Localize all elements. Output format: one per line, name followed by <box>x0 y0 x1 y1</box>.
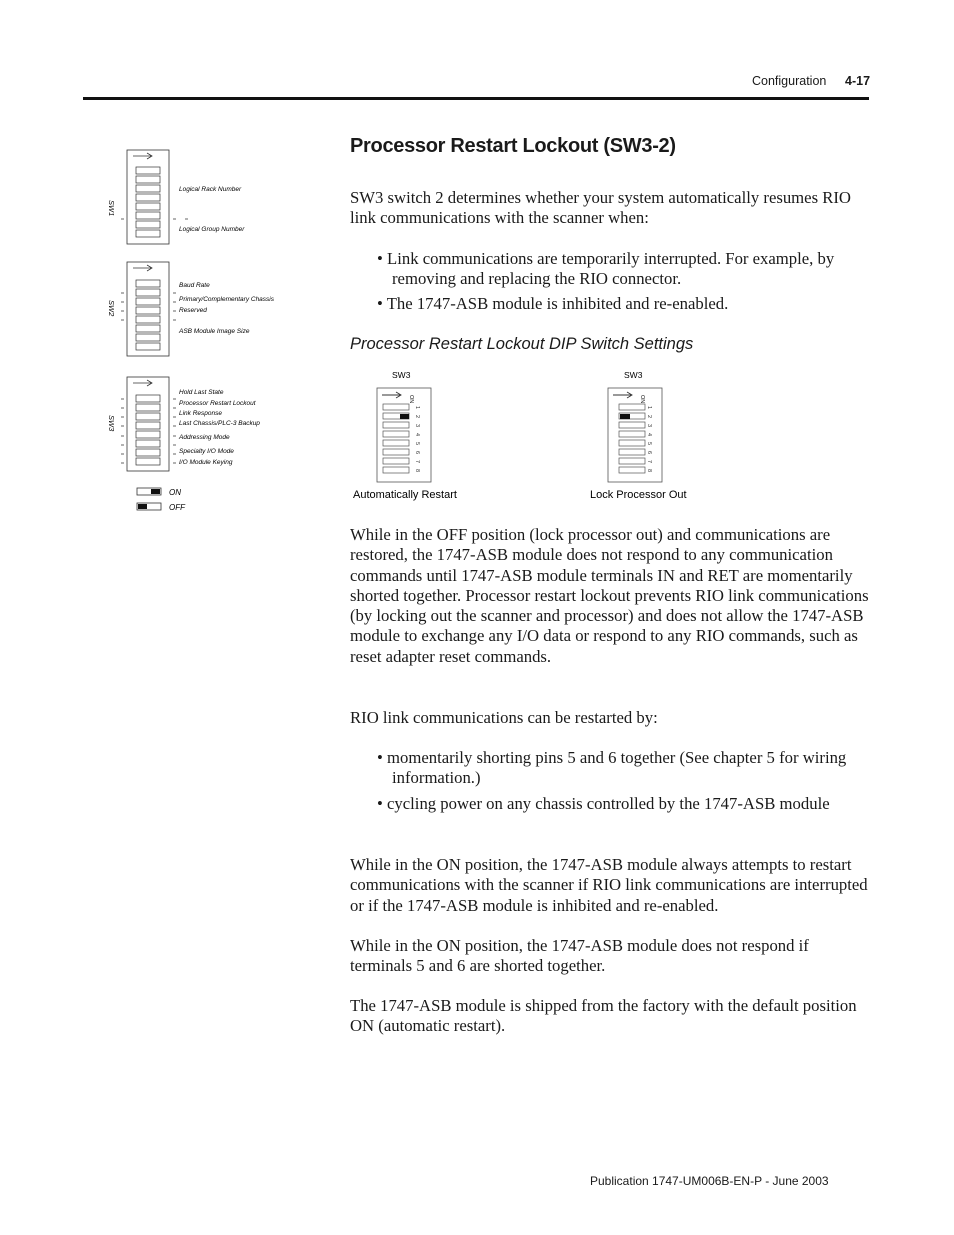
intro-paragraph: SW3 switch 2 determines whether your system automatically resumes RIO link communications with the scanner when: <box>350 188 851 228</box>
sw3-annotation-6: I/O Module Keying <box>179 459 233 466</box>
sw1-annotation-1: Logical Group Number <box>179 226 245 233</box>
restart-paragraph: RIO link communications can be restarted by: <box>350 708 658 727</box>
sw2-annotation-2: Reserved <box>179 307 207 314</box>
sw3-annotation-5: Specialty I/O Mode <box>179 448 234 455</box>
sw3-label: SW3 <box>107 415 116 432</box>
sw3-annotation-1: Processor Restart Lockout <box>179 400 256 407</box>
svg-text:2: 2 <box>646 415 652 419</box>
figure-right-label: SW3 <box>624 370 643 380</box>
svg-text:6: 6 <box>646 451 652 455</box>
figure-right-caption: Lock Processor Out <box>590 489 687 501</box>
sw2-block <box>107 262 275 356</box>
on-position-paragraph-1: While in the ON position, the 1747-ASB module always attempts to restart communications with the scanner if RIO link communications are interrupted or if the 1747-ASB module is inhibited and re-enabled. <box>350 855 868 915</box>
svg-text:7: 7 <box>646 460 652 464</box>
legend-off-label: OFF <box>169 503 185 512</box>
sw1-block <box>107 150 245 244</box>
svg-text:ON: ON <box>639 395 645 404</box>
sw3-block <box>107 377 260 471</box>
sw1-label: SW1 <box>107 200 116 217</box>
left-switch-2-knob-on <box>400 414 409 419</box>
svg-text:2: 2 <box>414 415 420 419</box>
svg-text:1: 1 <box>414 406 420 410</box>
sw1-annotation-0: Logical Rack Number <box>179 186 242 193</box>
switch-lock-processor-out <box>608 388 662 482</box>
on-off-legend <box>137 488 186 512</box>
sw2-annotation-1: Primary/Complementary Chassis <box>179 296 274 303</box>
sw3-annotation-0: Hold Last State <box>179 389 224 396</box>
legend-on-label: ON <box>169 488 181 497</box>
sw2-annotation-0: Baud Rate <box>179 282 210 289</box>
svg-text:6: 6 <box>414 451 420 455</box>
sw2-annotation-3: ASB Module Image Size <box>179 328 250 335</box>
svg-text:7: 7 <box>414 460 420 464</box>
sw3-annotation-4: Addressing Mode <box>179 434 230 441</box>
sw3-annotation-2: Link Response <box>179 410 222 417</box>
figure-left-caption: Automatically Restart <box>353 489 457 501</box>
bullet-inhibited: • The 1747-ASB module is inhibited and re-enabled. <box>377 294 729 313</box>
svg-text:5: 5 <box>646 442 652 446</box>
svg-text:3: 3 <box>414 424 420 428</box>
page-title: Processor Restart Lockout (SW3-2) <box>350 135 676 157</box>
svg-text:1: 1 <box>646 406 652 410</box>
switch-automatic-restart <box>377 388 431 482</box>
figure-left-label: SW3 <box>392 370 411 380</box>
bullet-interrupted: • Link communications are temporarily interrupted. For example, by removing and replacing the RIO connector. <box>377 249 835 289</box>
svg-text:4: 4 <box>414 433 420 437</box>
header-rule <box>83 97 869 100</box>
dip-switch-sidebar-diagram <box>95 140 315 520</box>
svg-text:8: 8 <box>646 469 652 473</box>
legend-off-knob <box>138 504 147 509</box>
sw2-label: SW2 <box>107 300 116 317</box>
sw3-settings-figure <box>340 362 720 512</box>
svg-text:8: 8 <box>414 469 420 473</box>
on-position-paragraph-2: While in the ON position, the 1747-ASB module does not respond if terminals 5 and 6 are shorted together. <box>350 936 809 976</box>
bullet-shorting-pins: • momentarily shorting pins 5 and 6 together (See chapter 5 for wiring information.) <box>377 748 847 788</box>
svg-text:4: 4 <box>646 433 652 437</box>
running-header-section: Configuration <box>752 74 827 88</box>
legend-on-knob <box>151 489 160 494</box>
svg-text:5: 5 <box>414 442 420 446</box>
sw3-annotation-3: Last Chassis/PLC-3 Backup <box>179 420 260 427</box>
table-title: Processor Restart Lockout DIP Switch Settings <box>350 335 694 353</box>
bullet-cycling-power: • cycling power on any chassis controlled by the 1747-ASB module <box>377 794 830 813</box>
default-position-paragraph: The 1747-ASB module is shipped from the factory with the default position ON (automatic restart). <box>350 996 857 1036</box>
off-position-paragraph: While in the OFF position (lock processor out) and communications are restored, the 1747-ASB module does not respond to any communication commands until 1747-ASB module terminals IN and RET are momentarily shorted together. Processor restart lockout prevents RIO link communications (by locking out the scanner and processor) and does not allow the 1747-ASB module to exchange any I/O data or respond to any RIO commands, such as reset adapter reset commands. <box>350 525 869 666</box>
right-switch-2-knob-off <box>620 414 630 419</box>
svg-text:ON: ON <box>408 395 414 404</box>
publication-footer: Publication 1747-UM006B-EN-P - June 2003 <box>590 1174 829 1188</box>
svg-text:3: 3 <box>646 424 652 428</box>
page-number: 4-17 <box>845 74 871 88</box>
